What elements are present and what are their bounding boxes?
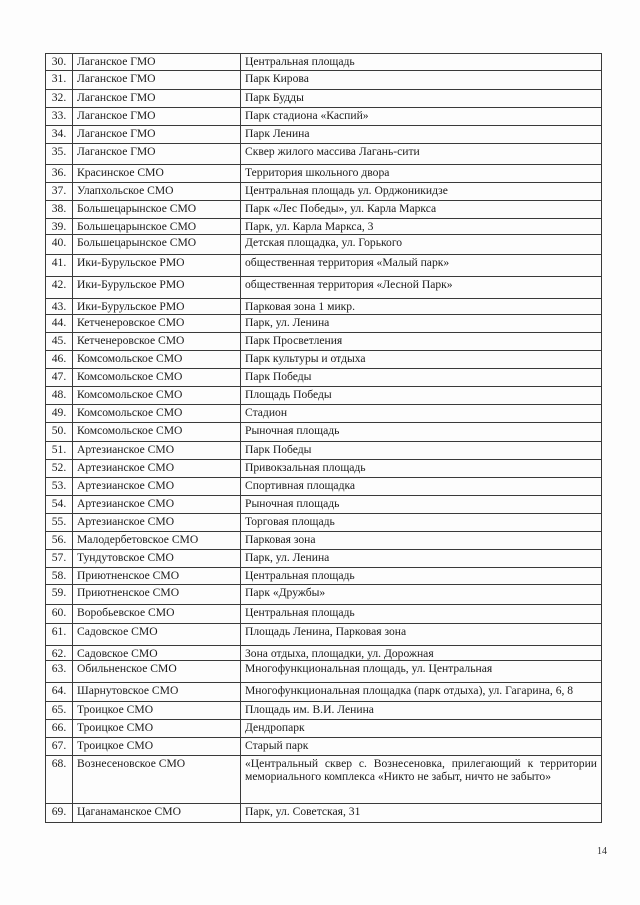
- table-row: [46, 423, 602, 442]
- row-number: 64.: [46, 683, 73, 702]
- object-cell: Парк «Лес Победы», ул. Карла Маркса: [241, 201, 602, 219]
- row-number: 38.: [46, 201, 73, 219]
- table-row: [46, 568, 602, 585]
- municipality-cell: Тундутовское СМО: [73, 550, 241, 568]
- municipality-cell: Лаганское ГМО: [73, 144, 241, 165]
- table-row: [46, 333, 602, 351]
- row-number: 63.: [46, 661, 73, 683]
- table-row: [46, 585, 602, 605]
- table-row: [46, 219, 602, 235]
- table-row: [46, 702, 602, 720]
- table-row: [46, 144, 602, 165]
- table-row: [46, 683, 602, 702]
- row-number: 41.: [46, 255, 73, 277]
- object-cell: Площадь им. В.И. Ленина: [241, 702, 602, 720]
- table-row: [46, 255, 602, 277]
- municipality-cell: Большецарынское СМО: [73, 201, 241, 219]
- object-cell: Зона отдыха, площадки, ул. Дорожная: [241, 646, 602, 661]
- row-number: 36.: [46, 165, 73, 183]
- object-cell: Парк, ул. Советская, 31: [241, 804, 602, 823]
- object-cell: Привокзальная площадь: [241, 460, 602, 478]
- row-number: 61.: [46, 624, 73, 646]
- row-number: 56.: [46, 532, 73, 550]
- row-number: 66.: [46, 720, 73, 738]
- object-cell: Старый парк: [241, 738, 602, 756]
- municipality-cell: Улапхольское СМО: [73, 183, 241, 201]
- table-row: [46, 201, 602, 219]
- object-cell: Площадь Ленина, Парковая зона: [241, 624, 602, 646]
- row-number: 39.: [46, 219, 73, 235]
- municipality-cell: Садовское СМО: [73, 646, 241, 661]
- object-cell: Сквер жилого массива Лагань-сити: [241, 144, 602, 165]
- table-body: [46, 54, 602, 823]
- table-row: [46, 126, 602, 144]
- municipality-cell: Артезианское СМО: [73, 496, 241, 514]
- public-spaces-table: [45, 53, 602, 823]
- municipality-cell: Цаганаманское СМО: [73, 804, 241, 823]
- object-cell: «Центральный сквер с. Вознесеновка, прилегающий к территории мемориального комплекса «Никто не забыт, ничто не забыто»: [241, 756, 602, 804]
- object-cell: Дендропарк: [241, 720, 602, 738]
- table-row: [46, 624, 602, 646]
- municipality-cell: Ики-Бурульское РМО: [73, 255, 241, 277]
- table-row: [46, 460, 602, 478]
- row-number: 30.: [46, 54, 73, 71]
- municipality-cell: Троицкое СМО: [73, 720, 241, 738]
- row-number: 67.: [46, 738, 73, 756]
- object-cell: Многофункциональная площадь, ул. Центральная: [241, 661, 602, 683]
- object-cell: Парк, ул. Ленина: [241, 315, 602, 333]
- municipality-cell: Лаганское ГМО: [73, 71, 241, 90]
- object-cell: Парковая зона 1 микр.: [241, 299, 602, 315]
- municipality-cell: Комсомольское СМО: [73, 387, 241, 405]
- row-number: 42.: [46, 277, 73, 299]
- table-row: [46, 54, 602, 71]
- object-cell: Рыночная площадь: [241, 423, 602, 442]
- row-number: 47.: [46, 369, 73, 387]
- municipality-cell: Шарнутовское СМО: [73, 683, 241, 702]
- page-number: 14: [597, 846, 607, 857]
- table-row: [46, 387, 602, 405]
- object-cell: Территория школьного двора: [241, 165, 602, 183]
- object-cell: общественная территория «Лесной Парк»: [241, 277, 602, 299]
- table-row: [46, 299, 602, 315]
- municipality-cell: Ики-Бурульское РМО: [73, 299, 241, 315]
- table-row: [46, 646, 602, 661]
- object-cell: Парковая зона: [241, 532, 602, 550]
- object-cell: Парк Ленина: [241, 126, 602, 144]
- municipality-cell: Комсомольское СМО: [73, 405, 241, 423]
- row-number: 59.: [46, 585, 73, 605]
- object-cell: Парк Будды: [241, 90, 602, 108]
- municipality-cell: Малодербетовское СМО: [73, 532, 241, 550]
- municipality-cell: Комсомольское СМО: [73, 351, 241, 369]
- row-number: 53.: [46, 478, 73, 496]
- municipality-cell: Большецарынское СМО: [73, 235, 241, 255]
- row-number: 60.: [46, 605, 73, 624]
- row-number: 45.: [46, 333, 73, 351]
- row-number: 50.: [46, 423, 73, 442]
- municipality-cell: Лаганское ГМО: [73, 108, 241, 126]
- object-cell: Парк стадиона «Каспий»: [241, 108, 602, 126]
- object-cell: Детская площадка, ул. Горького: [241, 235, 602, 255]
- municipality-cell: Красинское СМО: [73, 165, 241, 183]
- municipality-cell: Приютненское СМО: [73, 585, 241, 605]
- municipality-cell: Артезианское СМО: [73, 478, 241, 496]
- table-row: [46, 738, 602, 756]
- table-row: [46, 90, 602, 108]
- municipality-cell: Артезианское СМО: [73, 442, 241, 460]
- object-cell: Парк «Дружбы»: [241, 585, 602, 605]
- object-cell: Парк, ул. Ленина: [241, 550, 602, 568]
- table-row: [46, 277, 602, 299]
- object-cell: общественная территория «Малый парк»: [241, 255, 602, 277]
- municipality-cell: Большецарынское СМО: [73, 219, 241, 235]
- table-row: [46, 405, 602, 423]
- table-row: [46, 442, 602, 460]
- object-cell: Торговая площадь: [241, 514, 602, 532]
- row-number: 43.: [46, 299, 73, 315]
- municipality-cell: Артезианское СМО: [73, 460, 241, 478]
- object-cell: Парк Победы: [241, 442, 602, 460]
- row-number: 32.: [46, 90, 73, 108]
- object-cell: Парк культуры и отдыха: [241, 351, 602, 369]
- row-number: 65.: [46, 702, 73, 720]
- table-row: [46, 108, 602, 126]
- table-row: [46, 804, 602, 823]
- municipality-cell: Вознесеновское СМО: [73, 756, 241, 804]
- row-number: 55.: [46, 514, 73, 532]
- municipality-cell: Воробьевское СМО: [73, 605, 241, 624]
- row-number: 68.: [46, 756, 73, 804]
- table-row: [46, 315, 602, 333]
- table-row: [46, 183, 602, 201]
- object-cell: Парк Кирова: [241, 71, 602, 90]
- table-row: [46, 605, 602, 624]
- municipality-cell: Троицкое СМО: [73, 702, 241, 720]
- municipality-cell: Троицкое СМО: [73, 738, 241, 756]
- object-cell: Рыночная площадь: [241, 496, 602, 514]
- object-cell: Центральная площадь ул. Орджоникидзе: [241, 183, 602, 201]
- object-cell: Центральная площадь: [241, 605, 602, 624]
- row-number: 52.: [46, 460, 73, 478]
- table-row: [46, 71, 602, 90]
- row-number: 33.: [46, 108, 73, 126]
- row-number: 37.: [46, 183, 73, 201]
- row-number: 54.: [46, 496, 73, 514]
- row-number: 51.: [46, 442, 73, 460]
- object-cell: Многофункциональная площадка (парк отдыха), ул. Гагарина, 6, 8: [241, 683, 602, 702]
- municipality-cell: Кетченеровское СМО: [73, 315, 241, 333]
- table-row: [46, 532, 602, 550]
- table-row: [46, 369, 602, 387]
- row-number: 31.: [46, 71, 73, 90]
- object-cell: Парк Просветления: [241, 333, 602, 351]
- row-number: 48.: [46, 387, 73, 405]
- table-row: [46, 478, 602, 496]
- row-number: 57.: [46, 550, 73, 568]
- municipality-cell: Лаганское ГМО: [73, 90, 241, 108]
- municipality-cell: Обильненское СМО: [73, 661, 241, 683]
- object-cell: Парк, ул. Карла Маркса, 3: [241, 219, 602, 235]
- row-number: 69.: [46, 804, 73, 823]
- row-number: 40.: [46, 235, 73, 255]
- table-row: [46, 550, 602, 568]
- municipality-cell: Лаганское ГМО: [73, 126, 241, 144]
- object-cell: Площадь Победы: [241, 387, 602, 405]
- object-cell: Парк Победы: [241, 369, 602, 387]
- object-cell: Центральная площадь: [241, 568, 602, 585]
- municipality-cell: Комсомольское СМО: [73, 423, 241, 442]
- table-row: [46, 235, 602, 255]
- row-number: 35.: [46, 144, 73, 165]
- municipality-cell: Садовское СМО: [73, 624, 241, 646]
- row-number: 62.: [46, 646, 73, 661]
- table-row: [46, 351, 602, 369]
- row-number: 44.: [46, 315, 73, 333]
- object-cell: Спортивная площадка: [241, 478, 602, 496]
- table-row: [46, 720, 602, 738]
- row-number: 46.: [46, 351, 73, 369]
- municipality-cell: Кетченеровское СМО: [73, 333, 241, 351]
- row-number: 58.: [46, 568, 73, 585]
- table-row: [46, 756, 602, 804]
- municipality-cell: Комсомольское СМО: [73, 369, 241, 387]
- municipality-cell: Лаганское ГМО: [73, 54, 241, 71]
- table-row: [46, 514, 602, 532]
- object-cell: Стадион: [241, 405, 602, 423]
- table-row: [46, 165, 602, 183]
- municipality-cell: Ики-Бурульское РМО: [73, 277, 241, 299]
- table-row: [46, 661, 602, 683]
- row-number: 49.: [46, 405, 73, 423]
- municipality-cell: Приютненское СМО: [73, 568, 241, 585]
- object-cell: Центральная площадь: [241, 54, 602, 71]
- municipality-cell: Артезианское СМО: [73, 514, 241, 532]
- table-row: [46, 496, 602, 514]
- row-number: 34.: [46, 126, 73, 144]
